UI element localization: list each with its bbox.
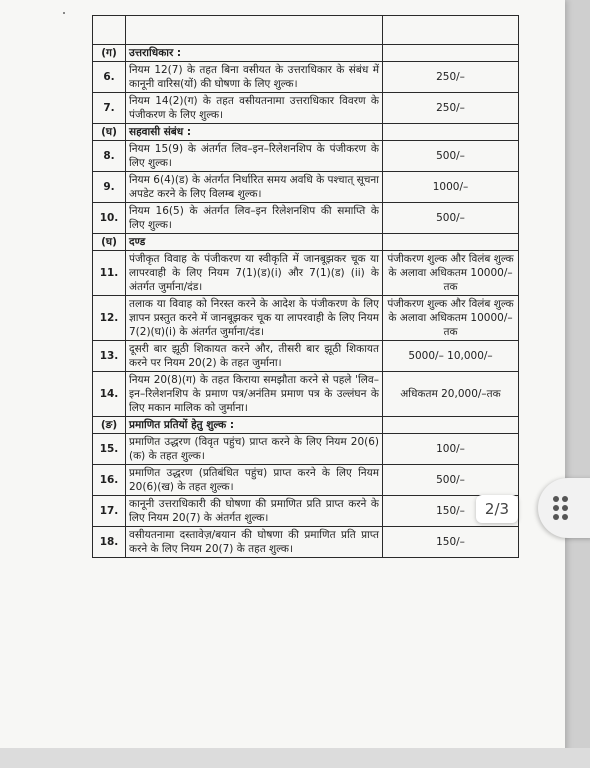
section-header-row: (ङ) प्रमाणित प्रतियों हेतु शुल्क : [93, 417, 519, 434]
menu-button[interactable] [538, 478, 590, 538]
fee-table [92, 15, 519, 558]
table-row: 16. प्रमाणित उद्धरण (प्रतिबंधित पहुंच) प्राप्त करने के लिए नियम 20(6)(ख) के तहत शुल्क। 500/– [93, 465, 519, 496]
table-row: 17. कानूनी उत्तराधिकारी की घोषणा की प्रमाणित प्रति प्राप्त करने के लिए नियम 20(7) के अंतर्गत शुल्क। 150/– [93, 496, 519, 527]
table-row: 15. प्रमाणित उद्धरण (विवृत पहुंच) प्राप्त करने के लिए नियम 20(6)(क) के तहत शुल्क। 100/– [93, 434, 519, 465]
table-blank-row [93, 16, 519, 45]
table-row: 10. नियम 16(5) के अंतर्गत लिव–इन रिलेशनशिप की समाप्ति के लिए शुल्क। 500/– [93, 203, 519, 234]
section-header-row: (घ) सहवासी संबंध : [93, 124, 519, 141]
viewer-bottom-bar [0, 748, 590, 768]
grid-dots-icon [553, 496, 568, 520]
table-row: 6. नियम 12(7) के तहत बिना वसीयत के उत्तराधिकार के संबंध में कानूनी वारिस(यों) की घोषणा के लिए शुल्क। 250/– [93, 62, 519, 93]
page-indicator: 2/3 [476, 495, 518, 523]
table-row: 11. पंजीकृत विवाह के पंजीकरण या स्वीकृति में जानबूझकर चूक या लापरवाही के लिए नियम 7(1)(ड)(i) और 7(1)(ड) (ii) के अंतर्गत जुर्माना/दंड। पंजीकरण शुल्क और विलंब शुल्क के अलावा अधिकतम 10000/–तक [93, 251, 519, 296]
section-header-row: (ग) उत्तराधिकार : [93, 45, 519, 62]
table-row: 8. नियम 15(9) के अंतर्गत लिव–इन–रिलेशनशिप के पंजीकरण के लिए शुल्क। 500/– [93, 141, 519, 172]
scan-speck [63, 12, 65, 14]
table-row: 9. नियम 6(4)(ड) के अंतर्गत निर्धारित समय अवधि के पश्चात् सूचना अपडेट करने के लिए विलम्ब शुल्क। 1000/– [93, 172, 519, 203]
table-row: 12. तलाक या विवाह को निरस्त करने के आदेश के पंजीकरण के लिए ज्ञापन प्रस्तुत करने में जानबूझकर चूक या लापरवाही के लिए नियम 7(2)(घ)(i) के अंतर्गत जुर्माना/दंड। पंजीकरण शुल्क और विलंब शुल्क के अलावा अधिकतम 10000/–तक [93, 296, 519, 341]
table-row: 18. वसीयतनामा दस्तावेज़/बयान की घोषणा की प्रमाणित प्रति प्राप्त करने के लिए नियम 20(7) के तहत शुल्क। 150/– [93, 527, 519, 558]
section-header-row: (घ) दण्ड [93, 234, 519, 251]
table-row: 7. नियम 14(2)(ग) के तहत वसीयतनामा उत्तराधिकार विवरण के पंजीकरण के लिए शुल्क। 250/– [93, 93, 519, 124]
table-row: 13. दूसरी बार झूठी शिकायत करने और, तीसरी बार झूठी शिकायत करने पर नियम 20(2) के तहत जुर्माना। 5000/– 10,000/– [93, 341, 519, 372]
table-row: 14. नियम 20(8)(ग) के तहत किराया समझौता करने से पहले 'लिव–इन–रिलेशनशिप के प्रमाण पत्र/अनंतिम प्रमाण पत्र के उल्लंघन के लिए मकान मालिक को जुर्माना। अधिकतम 20,000/–तक [93, 372, 519, 417]
